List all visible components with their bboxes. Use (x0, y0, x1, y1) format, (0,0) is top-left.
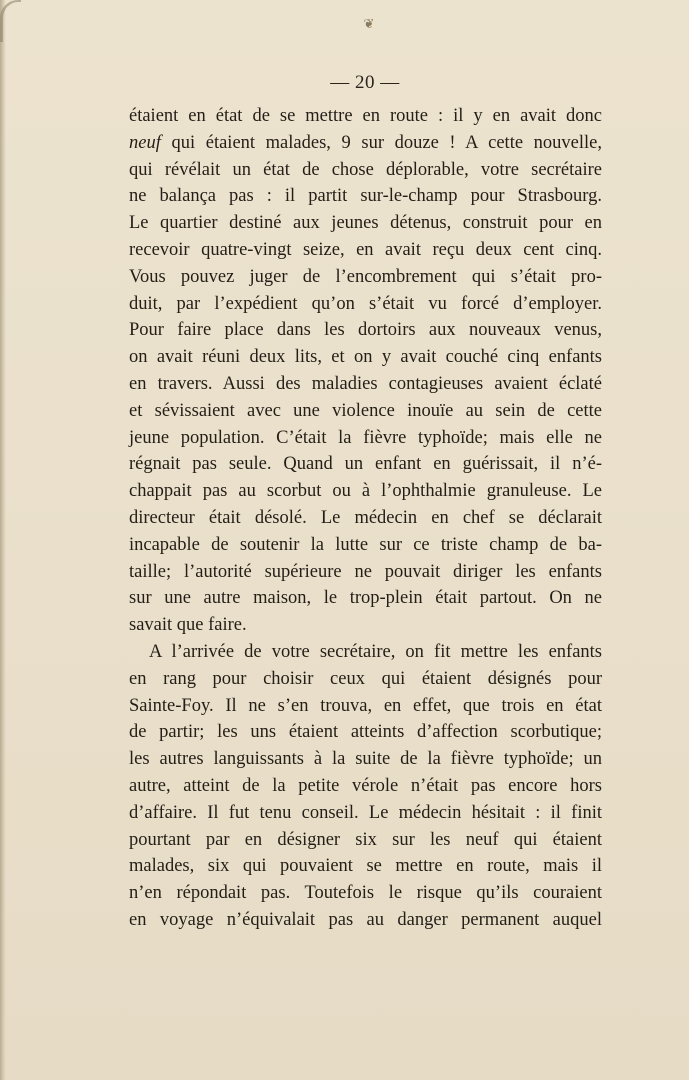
text-line (129, 157, 602, 184)
text-line (129, 371, 602, 398)
line-text: qui étaient malades, 9 sur douze ! A cette nouvelle, (160, 132, 602, 153)
text-line (129, 666, 602, 693)
text-line (129, 264, 602, 291)
line-text: directeur était désolé. Le médecin en chef se déclarait (129, 507, 602, 528)
line-text: Pour faire place dans les dortoirs aux nouveaux venus, (129, 320, 602, 341)
text-line (129, 719, 602, 746)
text-line (129, 612, 602, 639)
text-line (129, 693, 602, 720)
line-text: d’affaire. Il fut tenu conseil. Le médecin hésitait : il finit (129, 802, 602, 823)
text-line (129, 210, 602, 237)
text-line (129, 291, 602, 318)
line-text: A l’arrivée de votre secrétaire, on fit mettre les enfants (149, 641, 602, 662)
line-text: ne balança pas : il partit sur-le-champ pour Strasbourg. (129, 186, 602, 207)
line-text: n’en répondait pas. Toutefois le risque qu’ils couraient (129, 883, 602, 904)
line-text: sur une autre maison, le trop-plein était partout. On ne (129, 588, 602, 609)
body-text (129, 103, 602, 934)
page-edge-shadow (0, 0, 6, 1080)
line-text: recevoir quatre-vingt seize, en avait reçu deux cent cinq. (129, 239, 602, 260)
text-line (129, 237, 602, 264)
line-text: jeune population. C’était la fièvre typhoïde; mais elle ne (129, 427, 602, 448)
line-text: Le quartier destiné aux jeunes détenus, construit pour en (129, 213, 602, 234)
corner-mark (0, 0, 21, 42)
text-line (129, 317, 602, 344)
line-text: savait que faire. (129, 615, 247, 636)
line-text: on avait réuni deux lits, et on y avait couché cinq enfants (129, 347, 602, 368)
text-line (129, 639, 602, 666)
line-text: pourtant par en désigner six sur les neuf qui étaient (129, 829, 602, 850)
text-line (129, 746, 602, 773)
text-line (129, 451, 602, 478)
text-line (129, 398, 602, 425)
line-text: chappait pas au scorbut ou à l’ophthalmie granuleuse. Le (129, 481, 602, 502)
text-line (129, 103, 602, 130)
line-text: incapable de soutenir la lutte sur ce triste champ de ba- (129, 534, 602, 555)
line-text: malades, six qui pouvaient se mettre en route, mais il (129, 856, 602, 877)
text-line (129, 773, 602, 800)
text-line (129, 130, 602, 157)
line-text: en rang pour choisir ceux qui étaient désignés pour (129, 668, 602, 689)
text-line (129, 532, 602, 559)
line-text: duit, par l’expédient qu’on s’était vu forcé d’employer. (129, 293, 602, 314)
line-text: et sévissaient avec une violence inouïe au sein de cette (129, 400, 602, 421)
emphasis-text: neuf (129, 132, 161, 153)
line-text: qui révélait un état de chose déplorable, votre secrétaire (129, 159, 602, 180)
text-line (129, 827, 602, 854)
text-line (129, 880, 602, 907)
line-text: autre, atteint de la petite vérole n’était pas encore hors (129, 775, 602, 796)
text-line (129, 344, 602, 371)
line-text: de partir; les uns étaient atteints d’affection scorbutique; (129, 722, 602, 743)
line-text: en voyage n’équivalait pas au danger permanent auquel (129, 909, 602, 930)
text-line (129, 425, 602, 452)
text-line (129, 478, 602, 505)
text-line (129, 853, 602, 880)
line-text: étaient en état de se mettre en route : il y en avait donc (129, 106, 602, 126)
line-text: en travers. Aussi des maladies contagieuses avaient éclaté (129, 373, 602, 394)
line-text: Sainte-Foy. Il ne s’en trouva, en effet, que trois en état (129, 695, 602, 716)
text-line (129, 585, 602, 612)
page-number: — 20 — (330, 72, 400, 93)
line-text: régnait pas seule. Quand un enfant en guérissait, il n’é- (129, 454, 602, 475)
line-text: Vous pouvez juger de l’encombrement qui s’était pro- (129, 266, 602, 287)
text-line (129, 559, 602, 586)
text-line (129, 907, 602, 934)
text-line (129, 183, 602, 210)
line-text: taille; l’autorité supérieure ne pouvait diriger les enfants (129, 561, 602, 582)
text-line (129, 800, 602, 827)
ornament-icon: ❦ (363, 17, 375, 32)
line-text: les autres languissants à la suite de la fièvre typhoïde; un (129, 749, 602, 770)
text-line (129, 505, 602, 532)
